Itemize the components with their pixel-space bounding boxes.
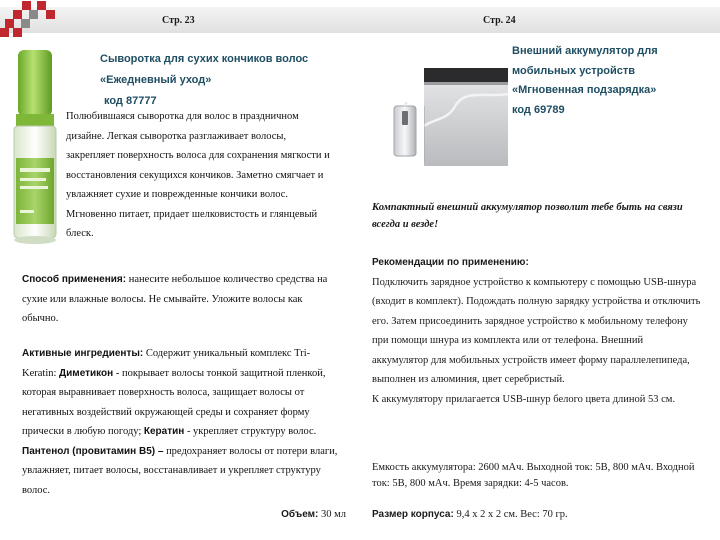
powerbank-title-line1: Внешний аккумулятор для (512, 45, 658, 57)
page-number-left: Стр. 23 (162, 15, 195, 26)
serum-description: Полюбившаяся сыворотка для волос в праздничном дизайне. Легкая сыворотка разглаживает волосы, закрепляет поверхность волоса для сохранения мягкости и восстановления секущихся кончиков. Заметно смягчает и увлажняет сухие и поврежденные кончики волос. Мгновенно питает, придает шелковистость и глянцевый блеск. (66, 111, 330, 239)
cable-info: К аккумулятору прилагается USB-шнур белого цвета длиной 53 см. (372, 393, 676, 405)
volume-value: 30 мл (320, 509, 346, 520)
ingredients-text4: предохраняет волосы от потери влаги, увлажняет, питает волосы, восстанавливает и укрепляет структуру волос. (22, 445, 338, 496)
size-label: Размер корпуса: (372, 509, 454, 520)
ingredients-label: Активные ингредиенты: (22, 348, 144, 359)
method-text: нанесите небольшое количество средства на сухие или влажные волосы. Не смывайте. Уложите волосы как обычно. (22, 274, 328, 324)
serum-bottle-image (4, 40, 68, 250)
serum-code: код 87777 (104, 95, 157, 107)
size-line (372, 509, 702, 520)
page-number-right: Стр. 24 (483, 15, 516, 26)
power-bank-icon (392, 102, 418, 160)
serum-title-line1: Сыворотка для сухих кончиков волос (100, 53, 309, 65)
serum-title-line2: «Ежедневный уход» (100, 74, 212, 86)
powerbank-title-line3: «Мгновенная подзарядка» (512, 84, 657, 96)
recommendations-text: Подключить зарядное устройство к компьютеру с помощью USB-шнура (входит в комплект). Подождать полную зарядку устройства и отключить его. Затем присоединить зарядное устройство к мобильному телефону при помощи шнура из комплекта или от телефона. Внешний аккумулятор для мобильных устройств имеет форму параллелепипеда, выполнен из алюминия, цвет серебристый. (372, 276, 701, 385)
method-section (22, 270, 340, 329)
ingredient-dimethicone: Диметикон (59, 367, 114, 379)
battery-specs: Емкость аккумулятора: 2600 мАч. Выходной ток: 5В, 800 мАч. Входной ток: 5В, 800 мАч. Время зарядки: 4-5 часов. (372, 462, 695, 489)
powerbank-title-line2: мобильных устройств (512, 64, 636, 77)
ingredients-text3: - укрепляет структуру волос. (184, 426, 317, 437)
volume-line (22, 509, 346, 520)
ingredients-text2: - покрывает волосы тонкой защитной пленкой, которая выравнивает поверхность волоса, защищает волосы от негативных воздействий окружающей среды и сохраняет форму прически в любую погоду; (22, 367, 326, 437)
usage-recommendations (372, 253, 702, 408)
method-label: Способ применения: (22, 274, 127, 285)
recommendations-label: Рекомендации по применению: (372, 257, 529, 268)
powerbank-title (512, 42, 712, 120)
laptop-power-bank-image (424, 68, 508, 168)
ingredients-text1: Содержит уникальный комплекс Tri-Keratin: (22, 348, 311, 379)
serum-title (100, 49, 350, 112)
volume-label: Объем: (281, 509, 319, 520)
ingredient-keratin: Кератин (143, 426, 185, 437)
size-value: 9,4 х 2 х 2 см. Вес: 70 гр. (456, 509, 568, 520)
ingredients-section (22, 344, 342, 500)
powerbank-slogan: Компактный внешний аккумулятор позволит тебе быть на связи всегда и везде! (372, 202, 683, 230)
header-bar (0, 7, 720, 33)
powerbank-code: код 69789 (512, 103, 565, 116)
ingredient-panthenol: Пантенол (провитамин В5) – (22, 445, 164, 457)
